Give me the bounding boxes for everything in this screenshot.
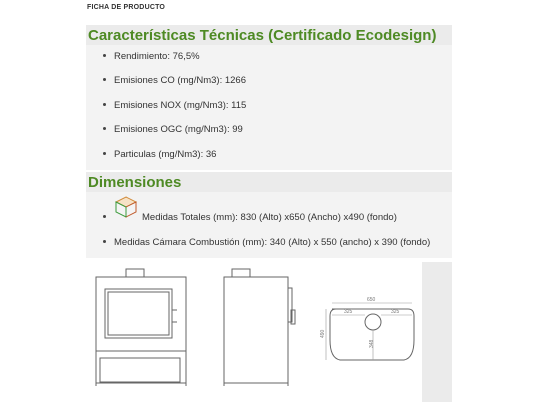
specs-heading: Características Técnicas (Certificado Ecodesign) [88,27,437,44]
spec-item: Emisiones NOX (mg/Nm3): 115 [103,100,246,111]
label-depth: 490 [320,329,326,338]
dimensions-heading: Dimensiones [88,174,182,191]
bullet-icon [103,240,106,243]
front-view-drawing [96,269,186,386]
label-left: 325 [344,309,353,315]
dimension-item [103,212,114,223]
dimensions-list-band [86,192,452,258]
spec-item: Emisiones CO (mg/Nm3): 1266 [103,75,246,86]
side-view-drawing [224,269,295,386]
bullet-icon [103,54,106,57]
dimension-item: Medidas Cámara Combustión (mm): 340 (Alto) x 550 (ancho) x 390 (fondo) [103,237,430,248]
bullet-icon [103,127,106,130]
stove-drawings [86,262,422,402]
3d-box-icon [114,195,138,219]
side-strip [422,262,452,402]
label-width: 650 [367,297,376,303]
spec-item: Emisiones OGC (mg/Nm3): 99 [103,124,243,135]
label-right: 325 [391,309,400,315]
spec-item: Rendimiento: 76,5% [103,51,200,62]
doc-label: FICHA DE PRODUCTO [87,4,166,11]
label-mid: 348 [369,339,375,348]
bullet-icon [103,152,106,155]
dimension-item-text: Medidas Totales (mm): 830 (Alto) x650 (Ancho) x490 (fondo) [142,212,397,223]
bullet-icon [103,215,106,218]
top-view-drawing [326,303,414,360]
bullet-icon [103,78,106,81]
spec-item: Particulas (mg/Nm3): 36 [103,149,216,160]
bullet-icon [103,103,106,106]
